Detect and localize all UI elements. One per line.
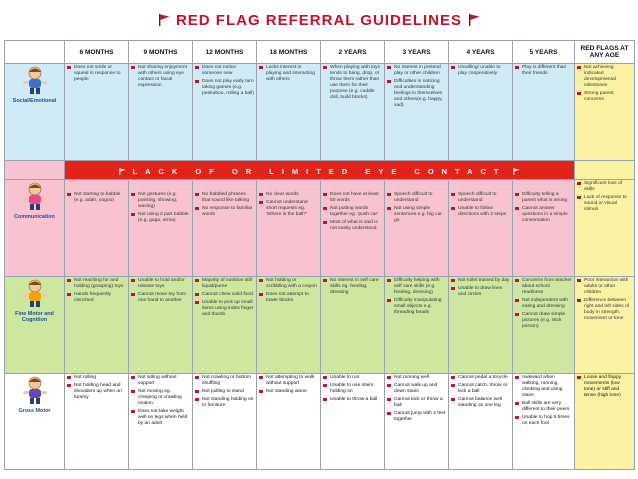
guideline-item: Not sharing enjoyment with others using eye contact or facial expression — [131, 65, 190, 89]
guideline-list — [67, 375, 126, 401]
guideline-item: Not crawling or bottom shuffling — [195, 375, 254, 387]
child-illustration-icon — [18, 375, 52, 405]
guideline-list — [577, 278, 632, 322]
milestone-cell — [513, 64, 575, 161]
guideline-item: Cannot chew solid food — [195, 292, 254, 298]
eye-contact-banner — [65, 161, 575, 180]
milestone-cell — [321, 180, 385, 277]
guideline-list — [515, 375, 572, 427]
milestone-cell — [321, 64, 385, 161]
column-header: 3 YEARS — [385, 41, 449, 64]
guideline-item: Most of what is said is not easily understood — [323, 220, 382, 232]
row-social-emotional — [5, 64, 635, 161]
guideline-item: Cannot move toy from one hand to another — [131, 292, 190, 304]
column-header: 5 YEARS — [513, 41, 575, 64]
guideline-item: Play is different than their friends — [515, 65, 572, 77]
guideline-list — [323, 278, 382, 296]
milestone-cell — [129, 180, 193, 277]
guideline-item: Does not attempt to tower blocks — [259, 292, 318, 304]
milestone-cell — [193, 64, 257, 161]
guideline-item: Unable to follow directions with 2 steps — [451, 206, 510, 218]
guideline-list — [67, 278, 126, 304]
guideline-list — [131, 278, 190, 304]
red-flag-icon — [513, 168, 520, 175]
header-corner — [5, 41, 65, 64]
guideline-list — [387, 278, 446, 316]
guideline-item: Cannot kick or throw a ball — [387, 397, 446, 409]
milestone-cell — [65, 180, 129, 277]
guideline-list — [577, 181, 632, 213]
child-illustration-icon — [18, 181, 52, 211]
guideline-item: Hands frequently clenched — [67, 292, 126, 304]
domain-cell — [5, 180, 65, 277]
guideline-item: Concerns from teacher about school readiness — [515, 278, 572, 296]
guideline-item: Unable to run — [323, 375, 382, 381]
guideline-list — [195, 65, 254, 97]
guideline-item: Ball skills are very different to their peers — [515, 401, 572, 413]
red-flag-icon — [158, 14, 170, 26]
guideline-item: Cannot pedal a tricycle — [451, 375, 510, 381]
guideline-item: Awkward when walking, running, climbing and using stairs — [515, 375, 572, 399]
domain-label: Fine Motor and Cognition — [15, 311, 54, 323]
milestone-cell — [449, 64, 513, 161]
guideline-item: Strong parent concerns — [577, 91, 632, 103]
milestone-cell — [257, 180, 321, 277]
guideline-item: Not reaching for and holding (grasping) toys — [67, 278, 126, 290]
guideline-list — [195, 375, 254, 409]
milestone-cell — [257, 374, 321, 470]
guideline-item: Does not have at least 50 words — [323, 192, 382, 204]
guideline-item: Not independent with eating and dressing — [515, 298, 572, 310]
guideline-item: Not moving eg. creeping or crawling motion — [131, 389, 190, 407]
guideline-item: Significant loss of skills — [577, 181, 632, 193]
guideline-item: Cannot balance well standing on one leg — [451, 397, 510, 409]
guideline-item: Lacks interest in playing and interacting with others — [259, 65, 318, 83]
milestone-cell — [193, 277, 257, 374]
guideline-item: No babbled phrases that sound like talking — [195, 192, 254, 204]
guideline-item: Cannot walk up and down stairs — [387, 383, 446, 395]
guideline-list — [577, 375, 632, 399]
guideline-item: Not holding head and shoulders up when on tummy — [67, 383, 126, 401]
page-title — [0, 12, 638, 29]
guideline-item: Speech difficult to understand — [451, 192, 510, 204]
guideline-item: Not toilet trained by day — [451, 278, 510, 284]
guideline-item: Not running well — [387, 375, 446, 381]
guideline-item: Not starting to babble (e.g. adah, oogoo) — [67, 192, 126, 204]
header-row — [5, 41, 635, 64]
guideline-list — [195, 278, 254, 318]
guideline-item: Unable to draw lines and circles — [451, 286, 510, 298]
guideline-list — [387, 65, 446, 109]
guideline-list — [67, 192, 126, 204]
guideline-item: Not using simple sentences e.g. big car go — [387, 206, 446, 224]
milestone-cell — [449, 277, 513, 374]
guideline-item: Not achieving indicated developmental milestones — [577, 65, 632, 89]
guideline-item: Not rolling — [67, 375, 126, 381]
milestone-cell — [193, 374, 257, 470]
guideline-item: Difficulty helping with self care skills (e.g. feeding, dressing) — [387, 278, 446, 296]
column-header: 2 YEARS — [321, 41, 385, 64]
guideline-item: Not pulling to stand — [195, 389, 254, 395]
guideline-item: Majority of nutrition still liquid/puree — [195, 278, 254, 290]
column-header-red-flags: RED FLAGS AT ANY AGE — [575, 41, 635, 64]
milestone-cell — [513, 277, 575, 374]
milestone-cell — [449, 374, 513, 470]
guideline-item: No interest in pretend play or other children — [387, 65, 446, 77]
guideline-item: Unwilling/ unable to play cooperatively — [451, 65, 510, 77]
guideline-list — [515, 192, 572, 224]
domain-cell — [5, 64, 65, 161]
domain-label: Gross Motor — [18, 408, 51, 414]
guideline-list — [259, 375, 318, 395]
milestone-cell — [513, 180, 575, 277]
guideline-item: Not holding or scribbling with a crayon — [259, 278, 318, 290]
guideline-item: Speech difficult to understand — [387, 192, 446, 204]
guideline-list — [577, 65, 632, 103]
red-flag-cell — [575, 180, 635, 277]
milestone-cell — [385, 374, 449, 470]
guideline-item: Unable to hop 5 times on each foot — [515, 415, 572, 427]
guideline-list — [195, 192, 254, 218]
row-fine-motor-cognition — [5, 277, 635, 374]
guideline-list — [259, 278, 318, 304]
red-flag-icon — [119, 168, 126, 175]
guideline-item: Not attempting to walk without support — [259, 375, 318, 387]
guideline-item: Not using 2 part babble (e.g. gaga, arma) — [131, 212, 190, 224]
red-flag-cell — [575, 64, 635, 161]
domain-label: Communication — [14, 214, 55, 220]
red-flag-cell — [575, 277, 635, 374]
guideline-item: Unable to throw a ball — [323, 397, 382, 403]
referral-guidelines-table — [4, 40, 635, 470]
milestone-cell — [449, 180, 513, 277]
guideline-item: Difficulties in noticing and understanding feelings in themselves and others(e.g. happy, sad) — [387, 79, 446, 109]
guideline-list — [323, 192, 382, 232]
milestone-cell — [513, 374, 575, 470]
milestone-cell — [321, 374, 385, 470]
guideline-item: Poor interaction with adults or other children — [577, 278, 632, 296]
guideline-list — [387, 375, 446, 423]
eye-contact-banner-row — [5, 161, 635, 180]
guideline-list — [451, 65, 510, 77]
milestone-cell — [129, 374, 193, 470]
guideline-item: Lack of response to sound or visual stimuli — [577, 195, 632, 213]
row-communication — [5, 180, 635, 277]
guideline-item: Cannot draw simple pictures (e.g. stick person) — [515, 312, 572, 330]
guideline-item: Difference between right and left sides of body in strength, movement or tone — [577, 298, 632, 322]
guideline-list — [451, 375, 510, 409]
milestone-cell — [257, 277, 321, 374]
domain-cell — [5, 277, 65, 374]
guideline-item: Unable to use stairs holding on — [323, 383, 382, 395]
guideline-item: Not putting words together eg. 'push car' — [323, 206, 382, 218]
milestone-cell — [385, 180, 449, 277]
guideline-item: Cannot catch, throw or kick a ball — [451, 383, 510, 395]
guideline-item: Does not smile or squeal in response to people — [67, 65, 126, 83]
milestone-cell — [257, 64, 321, 161]
guideline-list — [515, 65, 572, 77]
domain-label: Social/Emotional — [12, 98, 57, 104]
guideline-item: Unable to hold and/or release toys — [131, 278, 190, 290]
milestone-cell — [129, 277, 193, 374]
banner-text: LACK OF OR LIMITED EYE CONTACT — [132, 167, 507, 176]
column-header: 18 MONTHS — [257, 41, 321, 64]
guideline-list — [323, 65, 382, 101]
red-flag-icon — [468, 14, 480, 26]
guideline-item: Difficulty telling a parent what is wrong — [515, 192, 572, 204]
guideline-item: When playing with toys tends to bang, drop, or throw them rather than use them for their purpose (e.g. cuddle doll, build blocks) — [323, 65, 382, 101]
milestone-cell — [65, 374, 129, 470]
guideline-item: Difficulty manipulating small objects e.g. threading beads — [387, 298, 446, 316]
milestone-cell — [193, 180, 257, 277]
row-gross-motor — [5, 374, 635, 470]
guideline-item: Loose and floppy movements (low tone) or stiff and tense (high tone) — [577, 375, 632, 399]
guideline-item: Does not play early turn taking games (e.g. peekaboo, rolling a ball) — [195, 79, 254, 97]
column-header: 6 MONTHS — [65, 41, 129, 64]
column-header: 9 MONTHS — [129, 41, 193, 64]
guideline-list — [323, 375, 382, 403]
guideline-list — [131, 192, 190, 224]
guideline-item: Not sitting without support — [131, 375, 190, 387]
guideline-list — [387, 192, 446, 224]
guideline-list — [131, 375, 190, 427]
guideline-item: Does not notice someone new — [195, 65, 254, 77]
guideline-list — [515, 278, 572, 330]
column-header: 12 MONTHS — [193, 41, 257, 64]
red-flag-cell — [575, 374, 635, 470]
guideline-item: Unable to pick up small items using index finger and thumb — [195, 300, 254, 318]
guideline-list — [259, 65, 318, 83]
guideline-list — [451, 278, 510, 298]
guideline-list — [451, 192, 510, 218]
column-header: 4 YEARS — [449, 41, 513, 64]
banner-red-flag-spacer — [575, 161, 635, 180]
guideline-item: Cannot understand short requests eg. 'Where is the ball?' — [259, 200, 318, 218]
guideline-list — [67, 65, 126, 83]
domain-cell — [5, 374, 65, 470]
page-title-text: RED FLAG REFERRAL GUIDELINES — [175, 12, 463, 29]
guideline-item: No interest in self care skills eg. feeding, dressing — [323, 278, 382, 296]
guideline-item: No clear words — [259, 192, 318, 198]
guideline-item: Not gestures (e.g. pointing, showing, waving) — [131, 192, 190, 210]
guideline-item: Does not take weight well on legs when held by an adult — [131, 409, 190, 427]
milestone-cell — [385, 277, 449, 374]
child-illustration-icon — [18, 65, 52, 95]
guideline-item: Cannot jump with 2 feet together — [387, 411, 446, 423]
banner-spacer — [5, 161, 65, 180]
milestone-cell — [65, 277, 129, 374]
milestone-cell — [321, 277, 385, 374]
milestone-cell — [65, 64, 129, 161]
guideline-list — [131, 65, 190, 89]
child-illustration-icon — [18, 278, 52, 308]
milestone-cell — [385, 64, 449, 161]
guideline-item: No response to familiar words — [195, 206, 254, 218]
milestone-cell — [129, 64, 193, 161]
guideline-list — [259, 192, 318, 218]
guideline-item: Cannot answer questions in a simple conversation — [515, 206, 572, 224]
guideline-item: Not standing holding on to furniture — [195, 397, 254, 409]
guideline-item: Not standing alone — [259, 389, 318, 395]
